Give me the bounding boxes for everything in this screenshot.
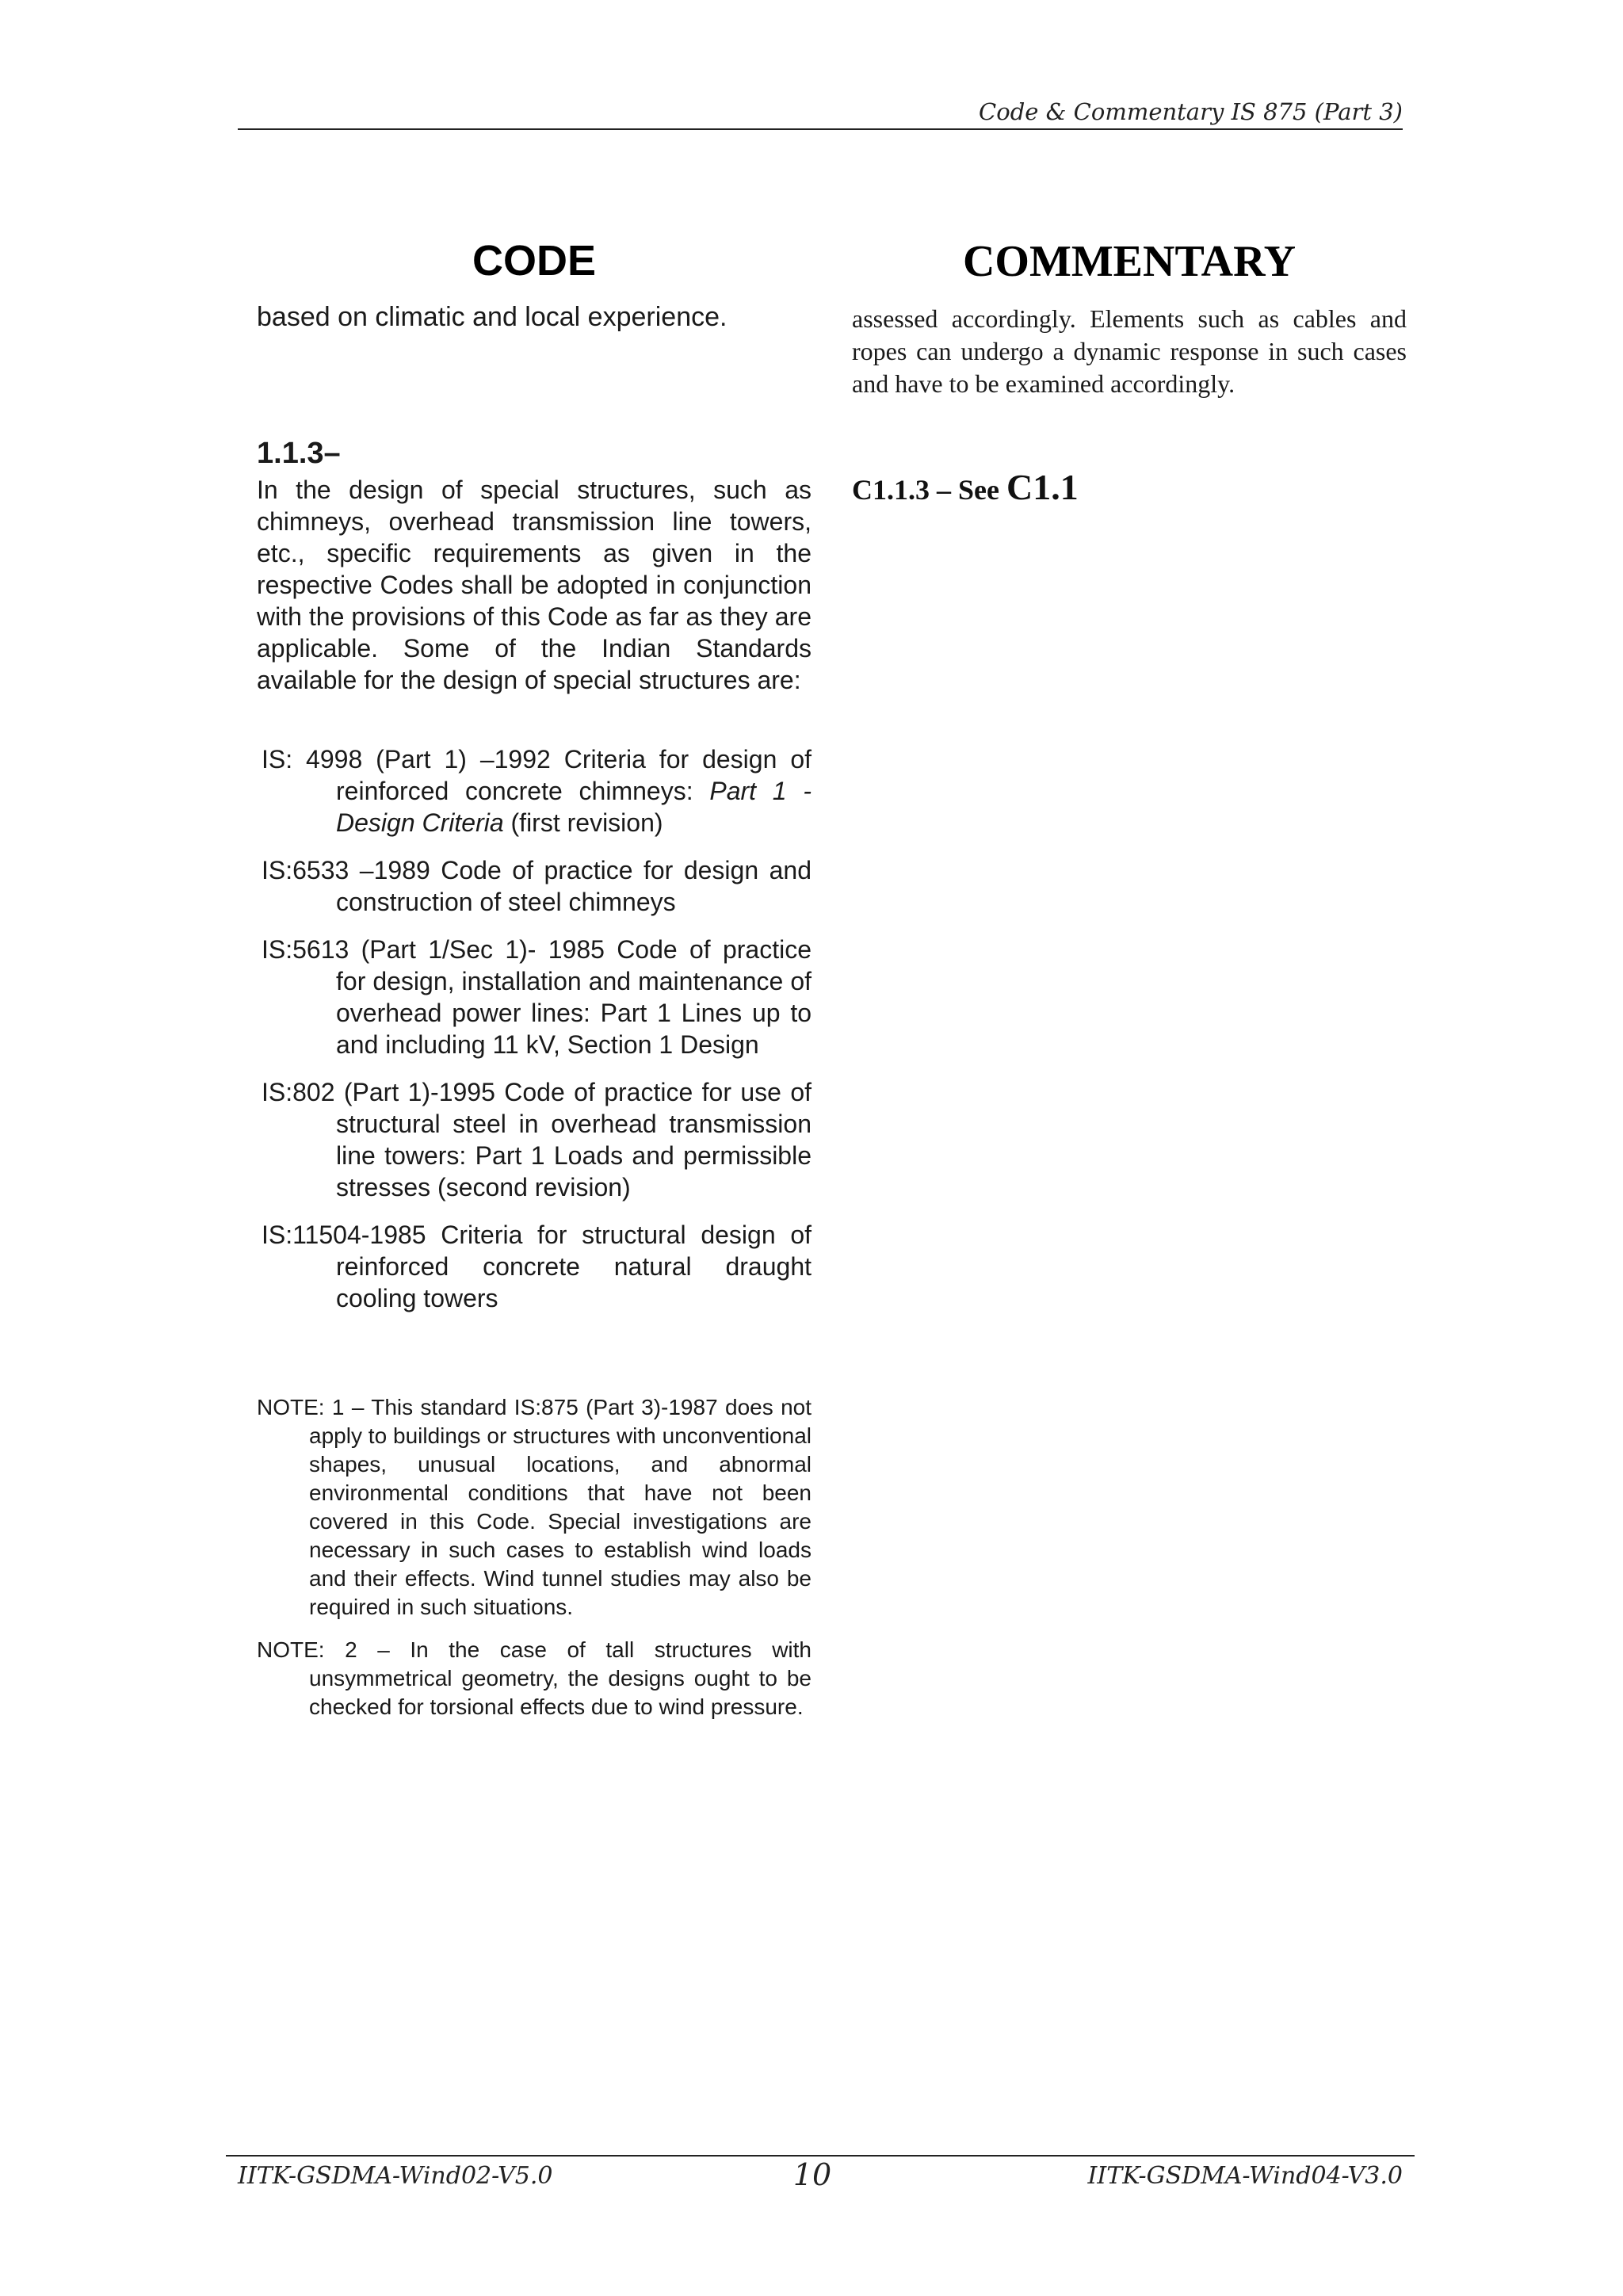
standard-item: IS:5613 (Part 1/Sec 1)- 1985 Code of practice for design, installation and maintenance of overhead power lines: Part 1 Lines up to and including 11 kV, Section 1 Design [262,935,812,1059]
footer-left-id: IITK-GSDMA-Wind02-V5.0 [238,2162,553,2190]
notes-section [257,1393,812,1736]
running-header: Code & Commentary IS 875 (Part 3) [979,98,1403,125]
footer-right-id: IITK-GSDMA-Wind04-V3.0 [1087,2162,1403,2190]
commentary-clause-prefix: C1.1.3 – See [852,474,1006,506]
standard-item: IS:802 (Part 1)-1995 Code of practice for use of structural steel in overhead transmission line towers: Part 1 Loads and permissible stresses (second revision) [262,1078,812,1201]
standard-text: IS: 4998 (Part 1) –1992 Criteria for design of reinforced concrete chimneys: [262,745,812,805]
clause-number: 1.1.3– [257,437,341,470]
header-rule [238,128,1403,130]
code-column-heading: CODE [472,237,596,285]
commentary-continuation-text: assessed accordingly. Elements such as cables and ropes can undergo a dynamic response in such cases and have to be examined accordingly. [852,304,1407,398]
standard-item [257,743,812,839]
page-number: 10 [792,2157,832,2192]
commentary-clause-reference: C1.1 [1006,467,1079,507]
standard-item: IS:11504-1985 Criteria for structural design of reinforced concrete natural draught cooling towers [262,1221,812,1312]
standards-list [257,743,812,1330]
note-1: NOTE: 1 – This standard IS:875 (Part 3)-1987 does not apply to buildings or structures with unconventional shapes, unusual locations, and abnormal environmental conditions that have not been covered in this Code. Special investigations are necessary in such cases to establish wind loads and their effects. Wind tunnel studies may also be required in such situations. [257,1395,812,1619]
standard-item: IS:6533 –1989 Code of practice for design and construction of steel chimneys [262,856,812,916]
footer-rule [226,2155,1415,2157]
note-2: NOTE: 2 – In the case of tall structures with unsymmetrical geometry, the designs ought to be checked for torsional effects due to wind pressure. [257,1637,812,1719]
commentary-column-heading: COMMENTARY [962,237,1296,286]
standard-text-suffix: (first revision) [503,808,663,837]
clause-paragraph: In the design of special structures, such as chimneys, overhead transmission line towers, etc., specific requirements as given in the respective Codes shall be adopted in conjunction with the provisions of this Code as far as they are applicable. Some of the Indian Standards available for the design of special structures are: [257,476,812,694]
standard-italic-title: Part 1 - Design Criteria [336,777,812,837]
code-continuation-text: based on climatic and local experience. [257,302,727,332]
commentary-clause [852,466,1407,508]
